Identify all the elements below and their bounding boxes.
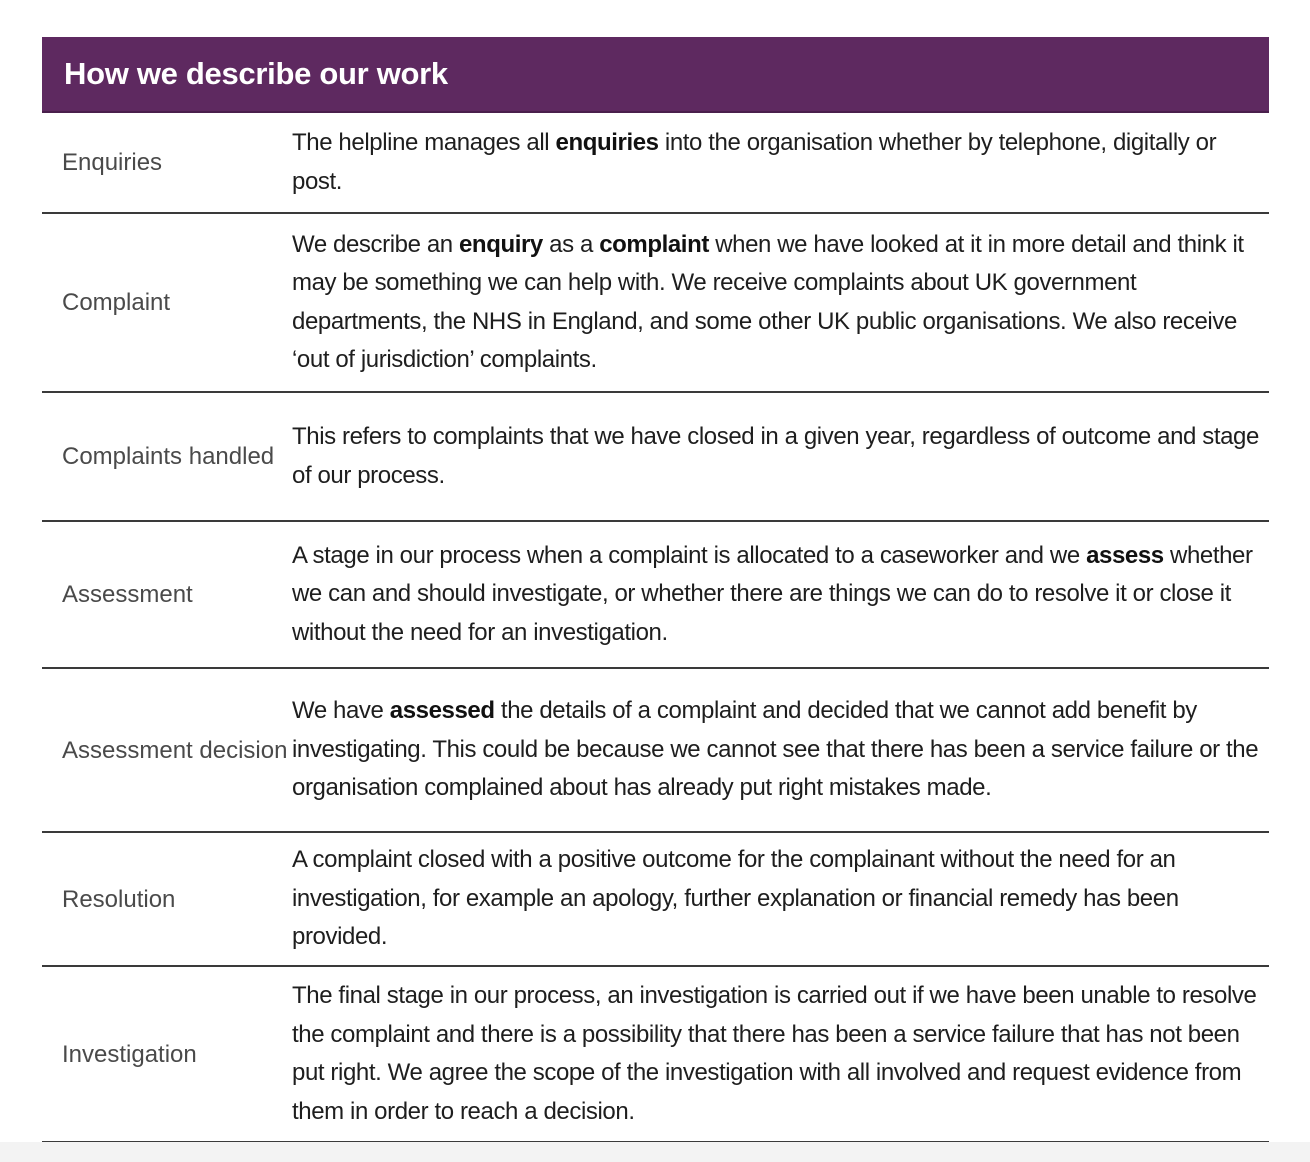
emphasised-term: complaint bbox=[599, 230, 709, 258]
table-row bbox=[42, 214, 1269, 393]
table-rows bbox=[42, 113, 1269, 1143]
definition-text: A stage in our process when a complaint is allocated to a caseworker and we bbox=[292, 541, 1087, 569]
definition-text: The final stage in our process, an investigation is carried out if we have been unable to resolve the complaint and there is a possibility that there has been a service failure that has not been put right. We agree the scope of the investigation with all involved and request evidence from them in order to reach a decision. bbox=[292, 982, 1257, 1125]
table-row bbox=[42, 833, 1269, 967]
definition-text: The helpline manages all bbox=[292, 129, 556, 156]
definition-text: This refers to complaints that we have closed in a given year, regardless of outcome and stage of our process. bbox=[292, 423, 1259, 489]
definition-text: We describe an bbox=[292, 230, 459, 258]
term-label: Resolution bbox=[62, 885, 176, 913]
definition-text: into the organisation whether by telephone, digitally or post. bbox=[292, 129, 1217, 195]
definition-text: We have bbox=[292, 697, 390, 725]
emphasised-term: assessed bbox=[389, 697, 495, 725]
definition-text: whether we can and should investigate, or whether there are things we can do to resolve it or close it without the need for an investigation. bbox=[292, 541, 1253, 646]
term-definition bbox=[292, 124, 1269, 201]
definition-text: the details of a complaint and decided that we cannot add benefit by investigating. This could be because we cannot see that there has been a service failure or the organisation complained about has already put right mistakes made. bbox=[292, 697, 1259, 802]
term-label: Enquiries bbox=[62, 149, 163, 176]
term-label: Investigation bbox=[62, 1040, 197, 1068]
table-row bbox=[42, 967, 1269, 1143]
definition-text: when we have looked at it in more detail and think it may be something we can help with. We receive complaints about UK government departments, the NHS in England, and some other UK public organisations. We also receive ‘out of jurisdiction’ complaints. bbox=[292, 230, 1244, 373]
term-label: Assessment decision bbox=[62, 736, 288, 764]
term-definition bbox=[292, 418, 1269, 495]
table-row bbox=[42, 113, 1269, 214]
definition-text: A complaint closed with a positive outcome for the complainant without the need for an investigation, for example an apology, further explanation or financial remedy has been provided. bbox=[292, 846, 1179, 951]
term-definition bbox=[292, 537, 1269, 653]
term-label: Complaint bbox=[62, 289, 171, 316]
emphasised-term: assess bbox=[1086, 541, 1164, 569]
term-label: Assessment bbox=[62, 581, 193, 608]
definition-text: as a bbox=[542, 230, 600, 258]
table-row bbox=[42, 669, 1269, 833]
table-row bbox=[42, 393, 1269, 522]
term-definition bbox=[292, 226, 1269, 380]
emphasised-term: enquiries bbox=[555, 129, 659, 156]
page-bottom-edge bbox=[0, 1142, 1310, 1162]
term-definition bbox=[292, 692, 1269, 808]
term-definition bbox=[292, 841, 1269, 957]
glossary-table bbox=[42, 37, 1269, 1143]
table-title: How we describe our work bbox=[64, 56, 448, 91]
term-definition bbox=[292, 977, 1269, 1131]
table-row bbox=[42, 522, 1269, 669]
emphasised-term: enquiry bbox=[458, 230, 543, 258]
term-label: Complaints handled bbox=[62, 443, 275, 470]
table-header bbox=[42, 37, 1269, 113]
